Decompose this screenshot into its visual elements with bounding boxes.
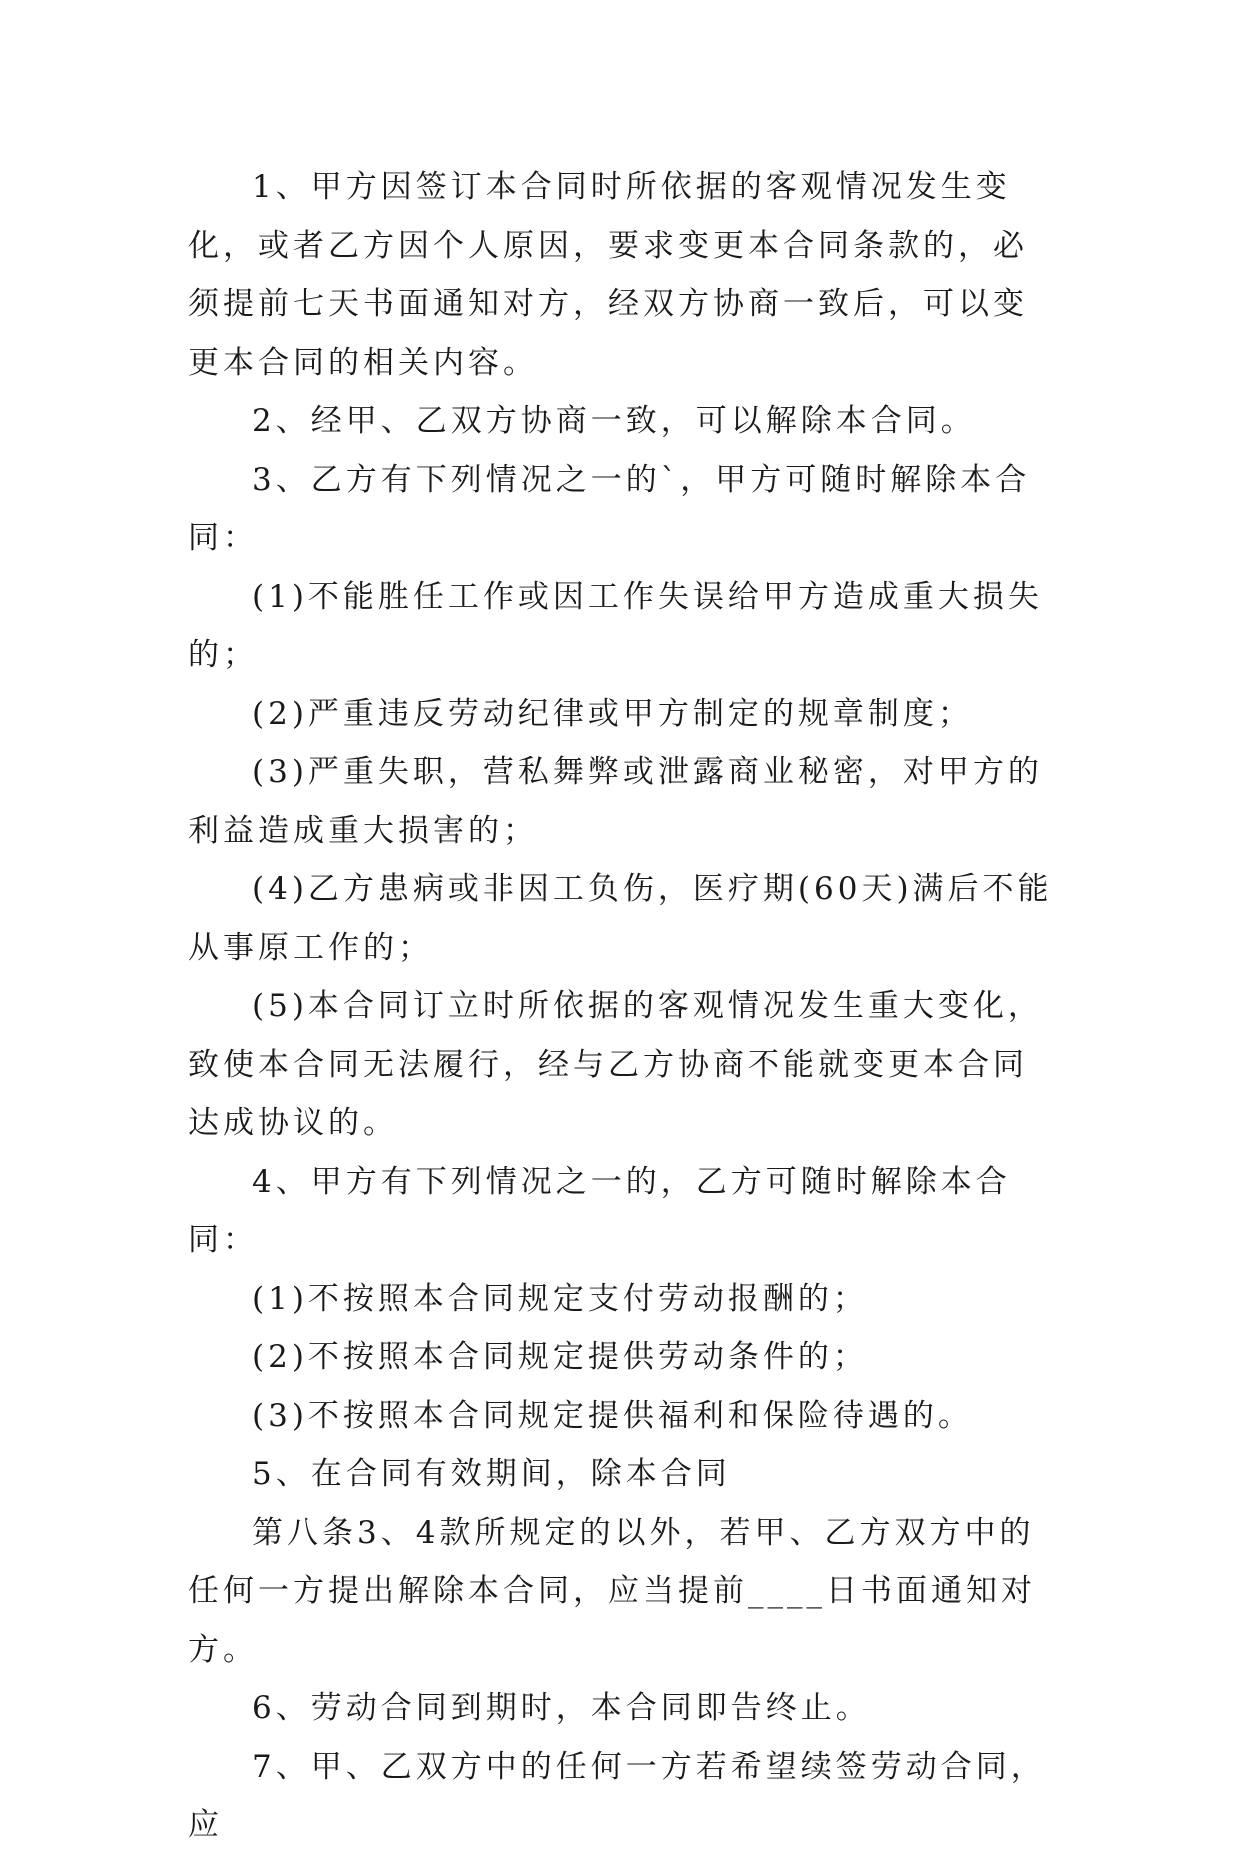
clause-paragraph: 6、劳动合同到期时，本合同即告终止。: [252, 1690, 871, 1726]
clause-paragraph: 1、甲方因签订本合同时所依据的客观情况发生变化，或者乙方因个人原因，要求变更本合同条款的，必须提前七天书面通知对方，经双方协商一致后，可以变更本合同的相关内容。: [188, 169, 1028, 381]
clause-paragraph: (1)不按照本合同规定支付劳动报酬的；: [252, 1280, 868, 1317]
clause-paragraph: (2)不按照本合同规定提供劳动条件的；: [252, 1339, 868, 1375]
clause-paragraph: 第八条3、4款所规定的以外，若甲、乙方双方中的任何一方提出解除本合同，应当提前____日书面通知对方。: [188, 1514, 1036, 1668]
clause-paragraph: (5)本合同订立时所依据的客观情况发生重大变化，致使本合同无法履行，经与乙方协商不能就变更本合同达成协议的。: [188, 988, 1043, 1141]
clause-paragraph: (3)不按照本合同规定提供福利和保险待遇的。: [252, 1397, 973, 1434]
clause-paragraph: 5、在合同有效期间，除本合同: [252, 1456, 731, 1492]
clause-paragraph: 2、经甲、乙双方协商一致，可以解除本合同。: [252, 403, 976, 439]
clause-paragraph: (1)不能胜任工作或因工作失误给甲方造成重大损失的；: [188, 578, 1043, 673]
clause-paragraph: (4)乙方患病或非因工负伤，医疗期(60天)满后不能从事原工作的；: [188, 871, 1053, 966]
clause-paragraph: 4、甲方有下列情况之一的，乙方可随时解除本合同：: [188, 1163, 1011, 1258]
clause-paragraph: 3、乙方有下列情况之一的`，甲方可随时解除本合同：: [188, 461, 1031, 556]
document-body: [188, 158, 1058, 1855]
clause-paragraph: (2)严重违反劳动纪律或甲方制定的规章制度；: [252, 695, 973, 732]
clause-paragraph: (3)严重失职，营私舞弊或泄露商业秘密，对甲方的利益造成重大损害的；: [188, 754, 1043, 849]
clause-paragraph: 7、甲、乙双方中的任何一方若希望续签劳动合同，应: [188, 1748, 1046, 1843]
